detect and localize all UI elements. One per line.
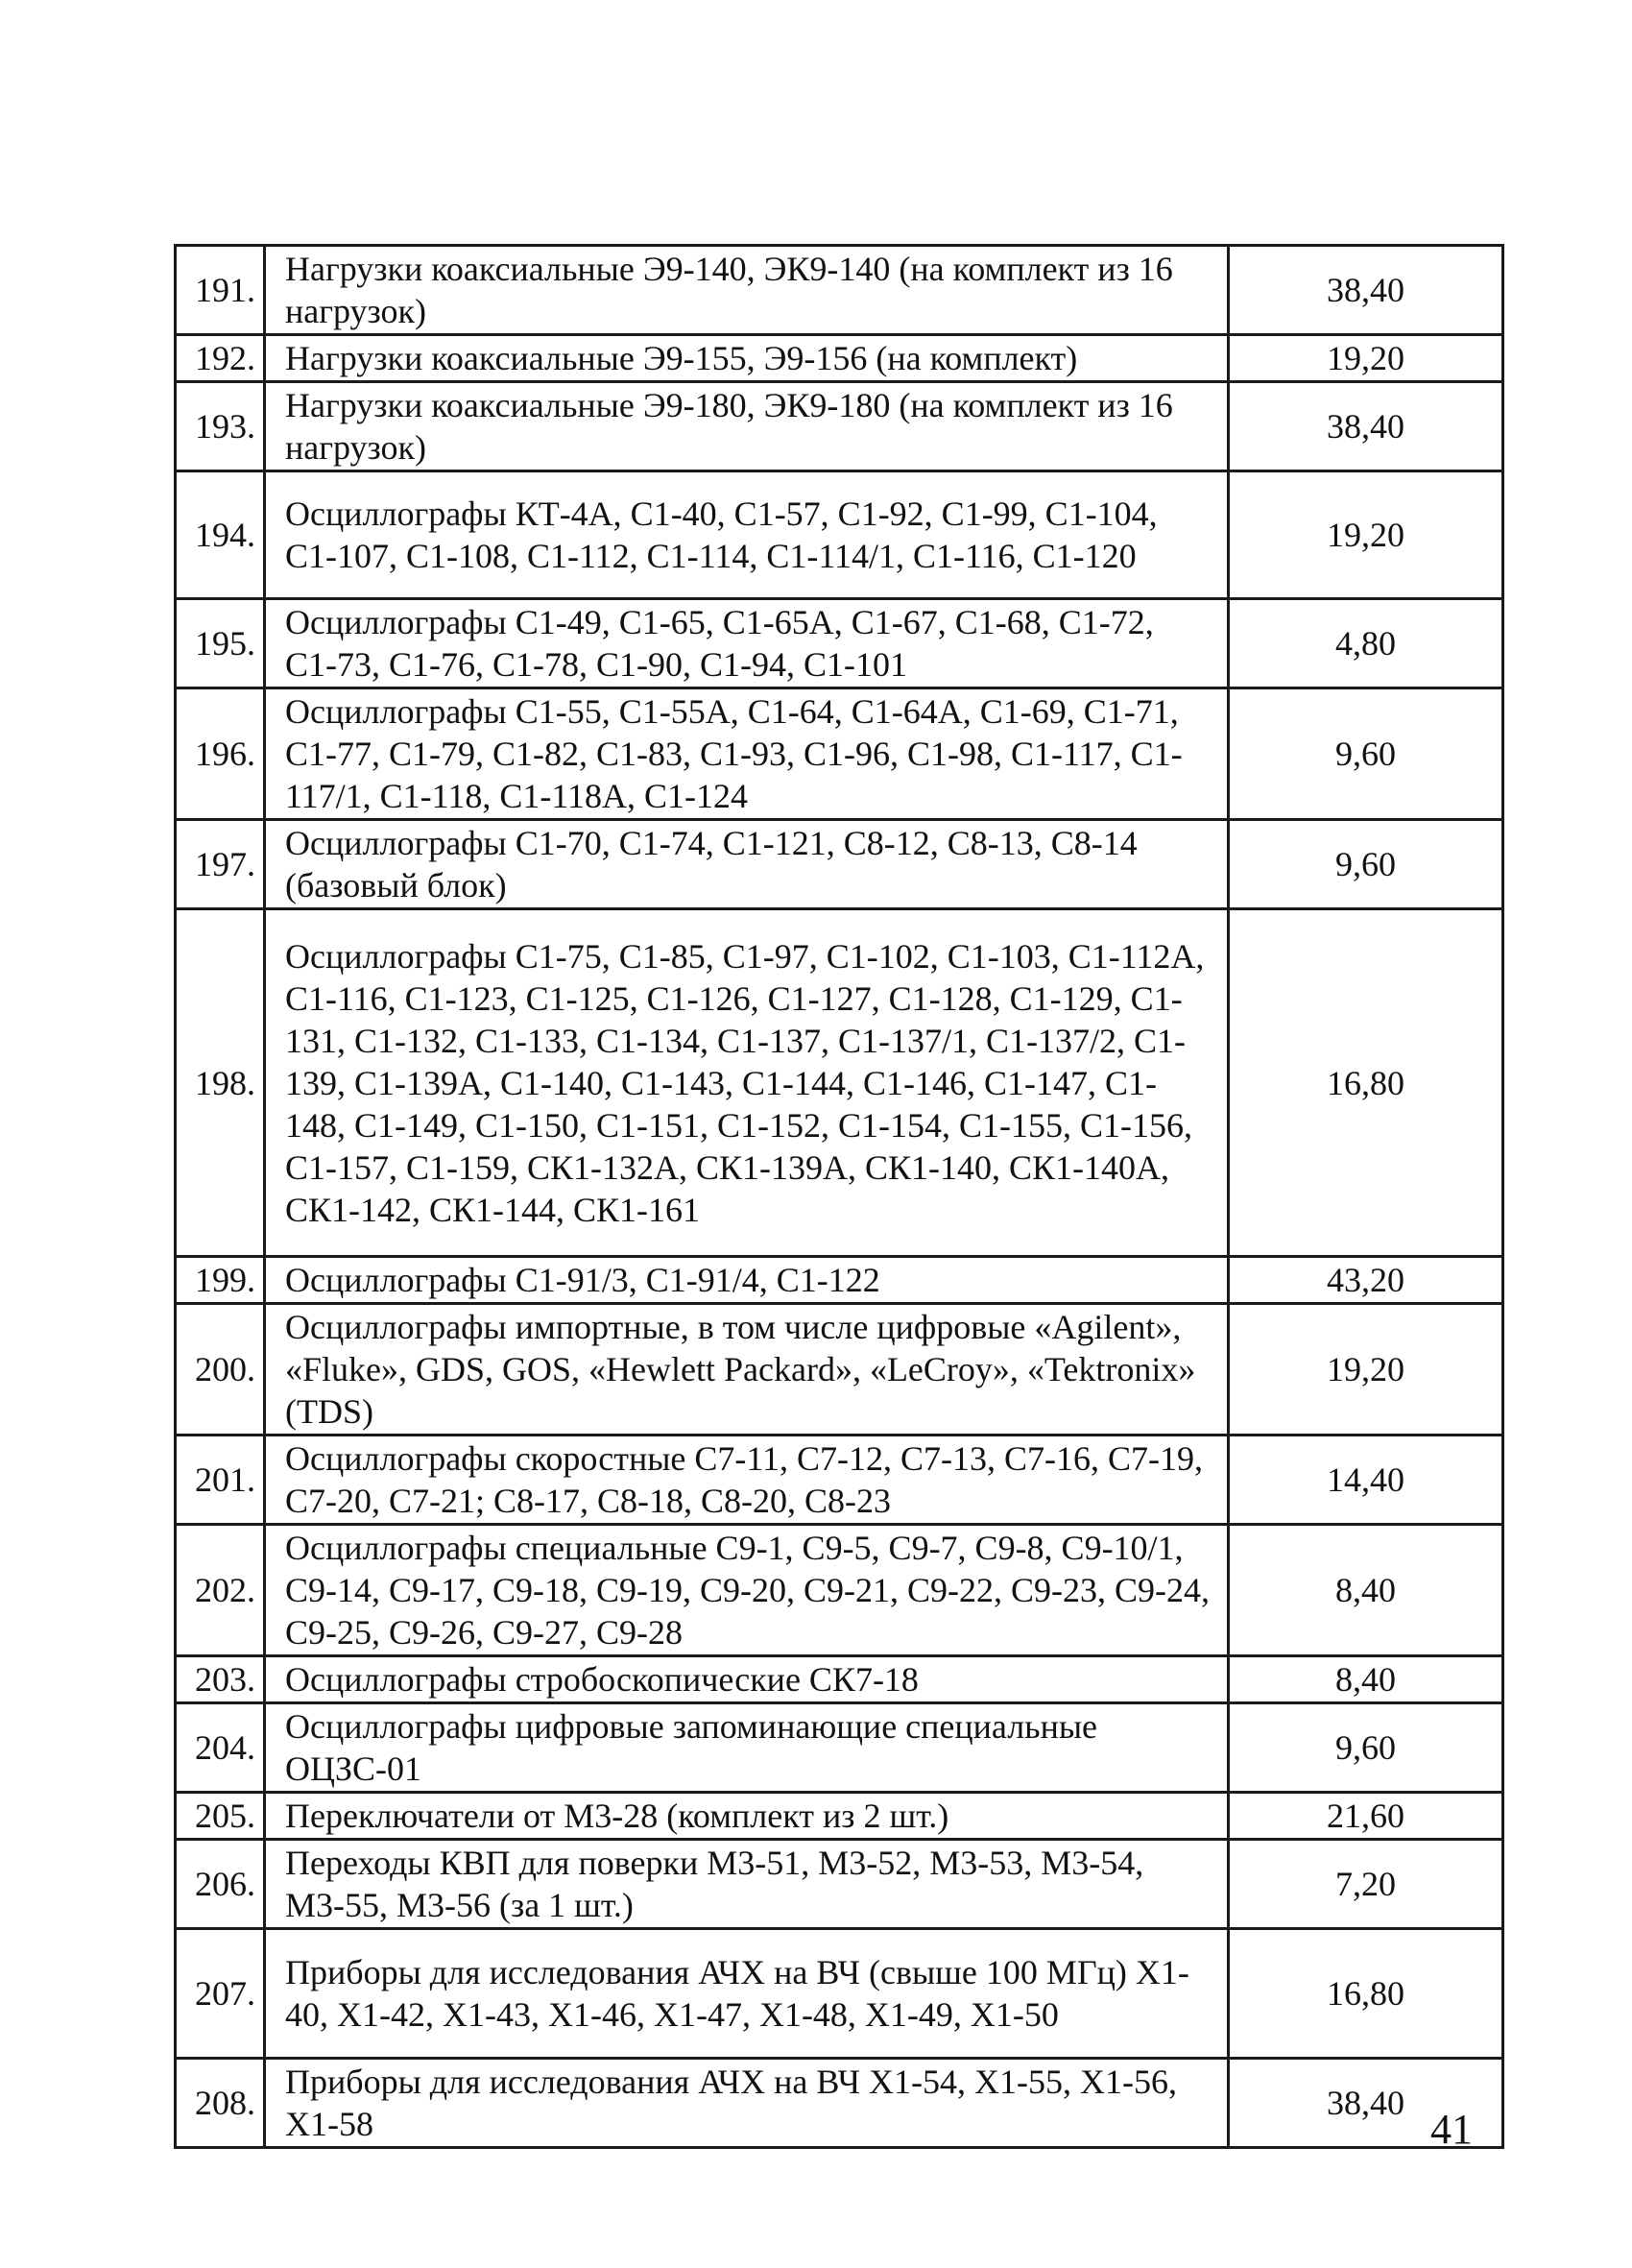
table-row — [176, 1840, 1503, 1929]
row-price: 19,20 — [1229, 335, 1503, 382]
row-price: 16,80 — [1229, 1929, 1503, 2059]
row-description: Нагрузки коаксиальные Э9-140, ЭК9-140 (на комплект из 16 нагрузок) — [265, 246, 1229, 335]
row-description: Осциллографы скоростные С7-11, С7-12, С7-13, С7-16, С7-19, С7-20, С7-21; С8-17, С8-18, С8-20, С8-23 — [265, 1436, 1229, 1525]
row-description: Нагрузки коаксиальные Э9-155, Э9-156 (на комплект) — [265, 335, 1229, 382]
row-description: Осциллографы импортные, в том числе цифровые «Agilent», «Fluke», GDS, GOS, «Hewlett Packard», «LeCroy», «Tektronix» (TDS) — [265, 1304, 1229, 1436]
table-row — [176, 335, 1503, 382]
row-price: 38,40 — [1229, 246, 1503, 335]
row-number: 197. — [176, 820, 265, 909]
row-number: 203. — [176, 1656, 265, 1703]
row-number: 202. — [176, 1525, 265, 1656]
table-row — [176, 2059, 1503, 2148]
table-row — [176, 1793, 1503, 1840]
row-price: 16,80 — [1229, 909, 1503, 1257]
table-row — [176, 246, 1503, 335]
row-description: Осциллографы специальные С9-1, С9-5, С9-7, С9-8, С9-10/1, С9-14, С9-17, С9-18, С9-19, С9-20, С9-21, С9-22, С9-23, С9-24, С9-25, С9-26, С9-27, С9-28 — [265, 1525, 1229, 1656]
row-number: 199. — [176, 1257, 265, 1304]
row-number: 206. — [176, 1840, 265, 1929]
row-number: 194. — [176, 471, 265, 599]
row-number: 196. — [176, 688, 265, 820]
table-row — [176, 1257, 1503, 1304]
row-number: 198. — [176, 909, 265, 1257]
row-number: 205. — [176, 1793, 265, 1840]
row-number: 200. — [176, 1304, 265, 1436]
row-description: Осциллографы цифровые запоминающие специальные ОЦЗС-01 — [265, 1703, 1229, 1793]
row-description: Осциллографы С1-49, С1-65, С1-65А, С1-67, С1-68, С1-72, С1-73, С1-76, С1-78, С1-90, С1-94, С1-101 — [265, 599, 1229, 688]
table-row — [176, 1525, 1503, 1656]
price-table-body — [176, 246, 1503, 2148]
row-description: Приборы для исследования АЧХ на ВЧ Х1-54, Х1-55, Х1-56, Х1-58 — [265, 2059, 1229, 2148]
row-price: 38,40 — [1229, 2059, 1503, 2148]
row-description: Приборы для исследования АЧХ на ВЧ (свыше 100 МГц) Х1-40, Х1-42, Х1-43, Х1-46, Х1-47, Х1-48, Х1-49, Х1-50 — [265, 1929, 1229, 2059]
table-row — [176, 688, 1503, 820]
row-price: 14,40 — [1229, 1436, 1503, 1525]
row-description: Переключатели от М3-28 (комплект из 2 шт.) — [265, 1793, 1229, 1840]
row-price: 9,60 — [1229, 688, 1503, 820]
row-price: 9,60 — [1229, 1703, 1503, 1793]
row-description: Осциллографы КТ-4А, С1-40, С1-57, С1-92, С1-99, С1-104, С1-107, С1-108, С1-112, С1-114, С1-114/1, С1-116, С1-120 — [265, 471, 1229, 599]
row-number: 201. — [176, 1436, 265, 1525]
row-number: 204. — [176, 1703, 265, 1793]
table-row — [176, 820, 1503, 909]
row-description: Осциллографы С1-75, С1-85, С1-97, С1-102, С1-103, С1-112А, С1-116, С1-123, С1-125, С1-126, С1-127, С1-128, С1-129, С1-131, С1-132, С1-133, С1-134, С1-137, С1-137/1, С1-137/2, С1-139, С1-139А, С1-140, С1-143, С1-144, С1-146, С1-147, С1-148, С1-149, С1-150, С1-151, С1-152, С1-154, С1-155, С1-156, С1-157, С1-159, СК1-132А, СК1-139А, СК1-140, СК1-140А, СК1-142, СК1-144, СК1-161 — [265, 909, 1229, 1257]
row-price: 4,80 — [1229, 599, 1503, 688]
table-row — [176, 1436, 1503, 1525]
row-description: Осциллографы стробоскопические СК7-18 — [265, 1656, 1229, 1703]
row-description: Осциллографы С1-55, С1-55А, С1-64, С1-64А, С1-69, С1-71, С1-77, С1-79, С1-82, С1-83, С1-93, С1-96, С1-98, С1-117, С1-117/1, С1-118, С1-118А, С1-124 — [265, 688, 1229, 820]
row-description: Осциллографы С1-70, С1-74, С1-121, С8-12, С8-13, С8-14 (базовый блок) — [265, 820, 1229, 909]
row-number: 195. — [176, 599, 265, 688]
row-price: 19,20 — [1229, 471, 1503, 599]
row-description: Нагрузки коаксиальные Э9-180, ЭК9-180 (на комплект из 16 нагрузок) — [265, 382, 1229, 471]
row-description: Переходы КВП для поверки М3-51, М3-52, М3-53, М3-54, М3-55, М3-56 (за 1 шт.) — [265, 1840, 1229, 1929]
row-number: 191. — [176, 246, 265, 335]
row-price: 21,60 — [1229, 1793, 1503, 1840]
page-number: 41 — [1430, 2106, 1473, 2153]
table-row — [176, 382, 1503, 471]
price-table — [174, 244, 1504, 2149]
table-row — [176, 1656, 1503, 1703]
row-price: 19,20 — [1229, 1304, 1503, 1436]
row-description: Осциллографы С1-91/3, С1-91/4, С1-122 — [265, 1257, 1229, 1304]
row-number: 208. — [176, 2059, 265, 2148]
table-row — [176, 599, 1503, 688]
table-row — [176, 909, 1503, 1257]
table-row — [176, 471, 1503, 599]
row-number: 193. — [176, 382, 265, 471]
table-row — [176, 1929, 1503, 2059]
row-number: 207. — [176, 1929, 265, 2059]
row-price: 43,20 — [1229, 1257, 1503, 1304]
row-price: 8,40 — [1229, 1656, 1503, 1703]
row-price: 38,40 — [1229, 382, 1503, 471]
table-row — [176, 1304, 1503, 1436]
table-row — [176, 1703, 1503, 1793]
row-price: 7,20 — [1229, 1840, 1503, 1929]
row-price: 8,40 — [1229, 1525, 1503, 1656]
row-price: 9,60 — [1229, 820, 1503, 909]
row-number: 192. — [176, 335, 265, 382]
